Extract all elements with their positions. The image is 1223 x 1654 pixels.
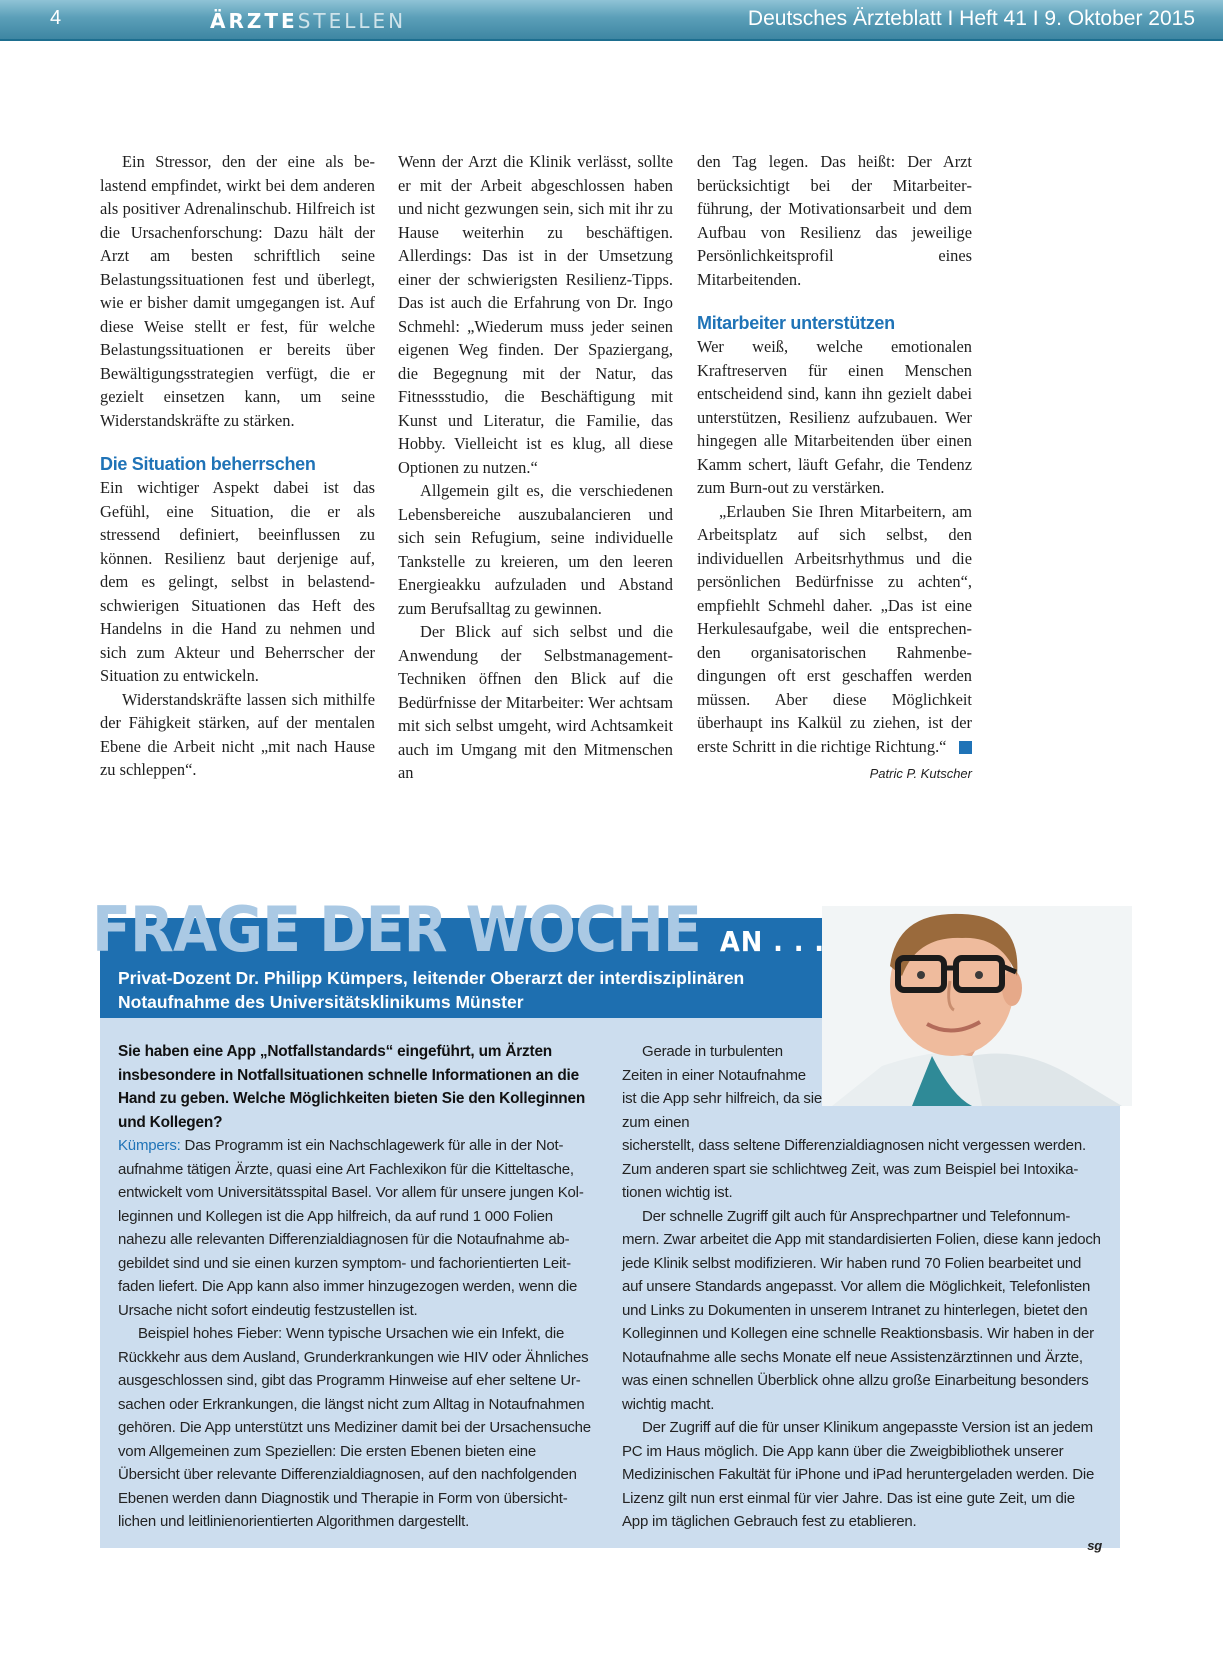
interview-subtitle: Privat-Dozent Dr. Philipp Kümpers, leitender Oberarzt der interdisziplinären Notaufnahme des Universitätsklinikums Münster: [118, 968, 745, 1012]
interview-title-text: FRAGE DER WOCHE: [92, 893, 701, 966]
interview-column-2-top: [622, 1040, 822, 1134]
paragraph: [118, 1134, 598, 1322]
paragraph: Ein wichtiger Aspekt dabei ist das Gefühl, eine Situation, die er als stressend definiert, beeinflussen zu können. Resilienz baut derjenige auf, dem es gelingt, selbst in belastend-schwierigen Situationen das Heft des Handelns in die Hand zu nehmen und sich zum Akteur und Beherrscher der Situation zu entwickeln.: [100, 478, 375, 685]
page-number: 4: [50, 7, 62, 29]
interview-title-suffix: AN . . .: [719, 925, 826, 958]
portrait-illustration: [822, 906, 1132, 1106]
interview-question: Sie haben eine App „Notfallstandards“ eingeführt, um Ärzten insbesondere in Notfallsituationen schnelle Informationen an die Hand zu geben. Welche Möglichkeiten bieten Sie den Kolleginnen und Kollegen?: [118, 1043, 586, 1131]
paragraph: Der Blick auf sich selbst und die Anwendung der Selbstmanagement-Techniken öffnen den Blick auf die Bedürfnisse der Mitarbeiter: Wer achtsam mit sich selbst umgeht, wird Achtsamkeit auch im Umgang mit den Mitmenschen an: [398, 622, 673, 782]
paragraph-text: „Erlauben Sie Ihren Mitarbeitern, am Arbeitsplatz auf sich selbst, den individuellen Arbeitsrhythmus und die persönlichen Bedürfnisse zu achten“, empfiehlt Schmehl daher. „Das ist eine Herkulesaufgabe, weil die entsprechenden organisatorischen Rahmenbedingungen oft erst geschaffen werden müssen. Aber diese Möglichkeit überhaupt ins Kalkül zu ziehen, ist der erste Schritt in die richtige Richtung.“: [697, 501, 972, 756]
paragraph: Widerstandskräfte lassen sich mithilfe der Fähigkeit stärken, auf der mentalen Ebene die Arbeit nicht „mit nach Hause zu schleppen“.: [100, 689, 375, 779]
subheading: Mitarbeiter unterstützen: [697, 313, 895, 333]
article-column-2: [398, 150, 673, 785]
paragraph: Wer weiß, welche emotionalen Kraftreserven für einen Menschen entscheidend sind, kann ihn gezielt dabei unterstützen, Resilienz aufzubauen. Wer hingegen alle Mitarbeitenden über einen Kamm schert, läuft Gefahr, die Tendenz zum Burn-out zu verstärken.: [697, 337, 972, 497]
interview-column-2: [622, 1134, 1102, 1557]
paragraph: Wenn der Arzt die Klinik verlässt, sollte er mit der Arbeit abgeschlossen haben und nicht gezwungen sein, sich mit ihr zu Hause weiterhin zu beschäftigen. Allerdings: Das ist in der Umsetzung einer der schwierigsten Resilienz-Tipps. Das ist auch die Erfahrung von Dr. Ingo Schmehl: „Wiederum muss jeder seinen eigenen Weg finden. Der Spaziergang, die Begegnung mit der Natur, das Fitnessstudio, die Beschäftigung mit Kunst und Literatur, die Familie, das Hobby. Vielleicht ist es klug, all diese Optionen zu nutzen.“: [398, 152, 673, 477]
article-column-1: [100, 150, 375, 782]
interview-signature: sg: [1087, 1537, 1102, 1553]
article-column-3: [697, 150, 972, 786]
paragraph: Gerade in turbulenten Zeiten in einer Notaufnahme ist die App sehr hilfreich, da sie zum einen: [622, 1043, 822, 1131]
subheading: Die Situation beherrschen: [100, 454, 316, 474]
paragraph: Allgemein gilt es, die verschiedenen Lebensbereiche auszubalancieren und sich sein Refugium, seine individuelle Tankstelle zu kreieren, um den leeren Energieakku aufzuladen und Abstand zum Berufsalltag zu gewinnen.: [398, 481, 673, 618]
interview-column-1: [118, 1040, 598, 1534]
end-mark-icon: [959, 741, 972, 754]
paragraph: Ein Stressor, den der eine als belastend empfindet, wirkt bei dem anderen als positiver Adrenalinschub. Hilfreich ist die Ursachenforschung: Dazu hält der Arzt am besten schriftlich seine Belastungssituationen fest und überlegt, wie er bisher damit umgegangen ist. Auf diese Weise stellt er fest, für welche Belastungssituationen er bereits über Bewältigungsstrategien verfügt, die er gezielt einsetzen kann, um seine Widerstandskräfte zu stärken.: [100, 152, 375, 430]
page-header: [0, 0, 1223, 41]
paragraph: Der Zugriff auf die für unser Klinikum angepasste Version ist an jedem PC im Haus möglich. Die App kann über die Zweigbibliothek unserer Medizinischen Fakultät für iPhone und iPad heruntergeladen werden. Die Lizenz gilt nun erst einmal für vier Jahre. Das ist eine gute Zeit, um die App im täglichen Gebrauch fest zu etablieren.: [622, 1419, 1095, 1530]
interview-title: [92, 893, 826, 974]
portrait-photo: [822, 906, 1132, 1106]
section-brand: [210, 9, 406, 33]
paragraph: den Tag legen. Das heißt: Der Arzt berücksichtigt bei der Mitarbeiterführung, der Motivationsarbeit und dem Aufbau von Resilienz das jeweilige Persönlichkeitsprofil eines Mitarbeitenden.: [697, 152, 972, 289]
paragraph: Beispiel hohes Fieber: Wenn typische Ursachen wie ein Infekt, die Rückkehr aus dem Ausland, Grunderkrankungen wie HIV oder Ähnliches ausgeschlossen sind, gibt das Programm Hinweise auf eher seltene Ursachen oder Erkrankungen, die längst nicht zum Alltag in Notaufnahmen gehören. Die App unterstützt uns Mediziner damit bei der Ursachensuche vom Allgemeinen zum Speziellen: Die ersten Ebenen bieten eine Übersicht über relevante Differenzialdiagnosen, auf den nachfolgenden Ebenen werden dann Diagnostik und Therapie in Form von übersichtlichen und leitlinienorientierten Algorithmen dargestellt.: [118, 1325, 591, 1530]
brand-part-1: ÄRZTE: [210, 9, 298, 33]
speaker-label: Kümpers:: [118, 1137, 181, 1154]
paragraph: Der schnelle Zugriff gilt auch für Ansprechpartner und Telefonnummern. Zwar arbeitet die App mit standardisierten Folien, diese kann jedoch jede Klinik selbst modifizieren. Wir haben rund 70 Folien bearbeitet und auf unsere Standards angepasst. Vor allem die Möglichkeit, Telefonlisten und Links zu Dokumenten in unserem Intranet zu hinterlegen, bietet den Kolleginnen und Kollegen eine schnelle Reaktionsbasis. Wir haben in der Notaufnahme alle sechs Monate elf neue Assistenzärztinnen und Ärzte, was einen schnellen Überblick ohne allzu große Einarbeitung besonders wichtig macht.: [622, 1207, 1101, 1413]
paragraph: [697, 500, 972, 759]
paragraph: sicherstellt, dass seltene Differenzialdiagnosen nicht vergessen werden. Zum anderen spart sie schlichtweg Zeit, was zum Beispiel bei Intoxikationen wichtig ist.: [622, 1137, 1086, 1201]
answer-text: Das Programm ist ein Nachschlagewerk für alle in der Notaufnahme tätigen Ärzte, quasi eine Art Fachlexikon für die Kitteltasche, entwickelt vom Universitätsspital Basel. Vor allem für unsere jungen Kolleginnen und Kollegen ist die App hilfreich, da auf rund 1 000 Folien nahezu alle relevanten Differenzialdiagnosen für die Notaufnahme abgebildet sind und sie einen kurzen symptom- und fachorientierten Leitfaden liefert. Die App kann also immer hinzugezogen werden, wenn die Ursache nicht sofort eindeutig festzustellen ist.: [118, 1137, 584, 1319]
journal-issue: Deutsches Ärzteblatt I Heft 41 I 9. Oktober 2015: [747, 7, 1195, 30]
brand-part-2: STELLEN: [297, 9, 407, 33]
article-author: Patric P. Kutscher: [869, 766, 972, 781]
